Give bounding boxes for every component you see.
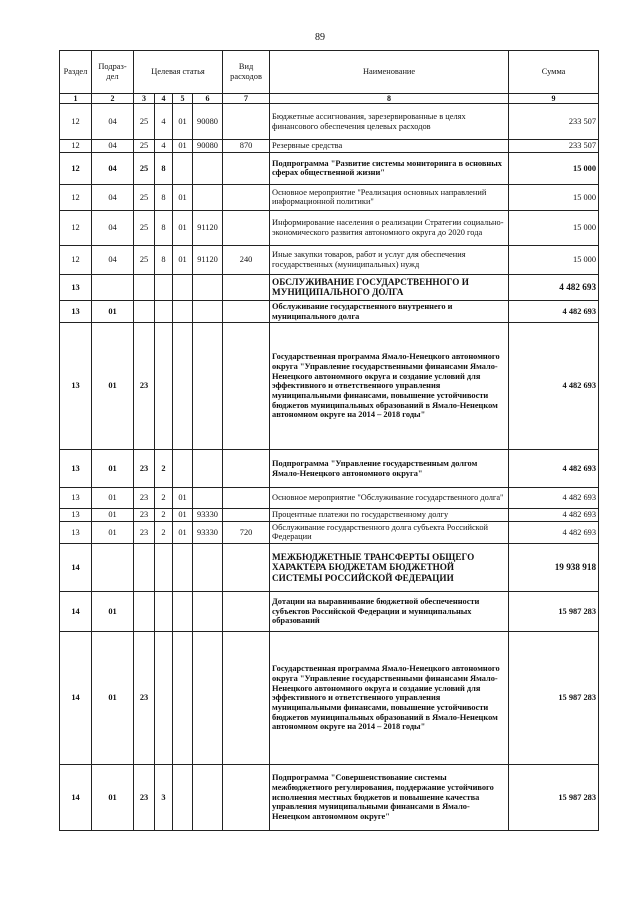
table-row xyxy=(60,765,599,831)
table-row xyxy=(60,521,599,543)
podrazdel-cell: 01 xyxy=(92,300,134,322)
tselevaya-b-cell: 2 xyxy=(155,488,173,509)
tselevaya-d-cell xyxy=(193,544,223,592)
tselevaya-d-cell xyxy=(193,450,223,488)
razdel-cell: 14 xyxy=(60,592,92,632)
tselevaya-c-cell: 01 xyxy=(173,104,193,140)
tselevaya-b-cell xyxy=(155,300,173,322)
razdel-cell: 12 xyxy=(60,152,92,184)
tselevaya-b-cell: 8 xyxy=(155,210,173,245)
tselevaya-c-cell: 01 xyxy=(173,210,193,245)
tselevaya-b-cell: 8 xyxy=(155,152,173,184)
table-row xyxy=(60,488,599,509)
tselevaya-d-cell: 91120 xyxy=(193,210,223,245)
sum-cell: 4 482 693 xyxy=(509,450,599,488)
sum-cell: 15 000 xyxy=(509,184,599,210)
tselevaya-c-cell xyxy=(173,765,193,831)
vid-cell xyxy=(223,152,270,184)
name-cell: Информирование населения о реализации Стратегии социально-экономического развития автономного округа до 2020 года xyxy=(270,210,509,245)
header-razdel: Раздел xyxy=(60,51,92,94)
tselevaya-b-cell: 3 xyxy=(155,765,173,831)
tselevaya-c-cell: 01 xyxy=(173,521,193,543)
tselevaya-d-cell xyxy=(193,632,223,765)
razdel-cell: 13 xyxy=(60,274,92,300)
tselevaya-c-cell xyxy=(173,544,193,592)
table-row xyxy=(60,104,599,140)
sum-cell: 4 482 693 xyxy=(509,521,599,543)
header-vid: Вид расходов xyxy=(223,51,270,94)
table-row xyxy=(60,509,599,522)
table-row xyxy=(60,245,599,274)
tselevaya-c-cell xyxy=(173,274,193,300)
tselevaya-a-cell xyxy=(134,544,155,592)
podrazdel-cell: 01 xyxy=(92,521,134,543)
name-cell: Государственная программа Ямало-Ненецкого автономного округа "Управление государственными финансами Ямало-Ненецкого автономного округа и создание условий для эффективного и ответственного управления муниципальными финансами, повышение устойчивости бюджетов муниципальных образований в Ямало-Ненецком автономном округе на 2014 – 2018 годы" xyxy=(270,323,509,450)
razdel-cell: 14 xyxy=(60,544,92,592)
podrazdel-cell xyxy=(92,274,134,300)
razdel-cell: 13 xyxy=(60,488,92,509)
sum-cell: 233 507 xyxy=(509,104,599,140)
vid-cell xyxy=(223,300,270,322)
tselevaya-a-cell: 25 xyxy=(134,140,155,153)
tselevaya-a-cell: 23 xyxy=(134,509,155,522)
name-cell: Подпрограмма "Управление государственным долгом Ямало-Ненецкого автономного округа" xyxy=(270,450,509,488)
index-cell: 7 xyxy=(223,94,270,104)
name-cell: Бюджетные ассигнования, зарезервированные в целях финансового обеспечения целевых расходов xyxy=(270,104,509,140)
vid-cell xyxy=(223,450,270,488)
name-cell: Обслуживание государственного долга субъекта Российской Федерации xyxy=(270,521,509,543)
vid-cell xyxy=(223,274,270,300)
header-name: Наименование xyxy=(270,51,509,94)
index-cell: 5 xyxy=(173,94,193,104)
podrazdel-cell: 01 xyxy=(92,450,134,488)
podrazdel-cell: 04 xyxy=(92,140,134,153)
tselevaya-d-cell xyxy=(193,152,223,184)
tselevaya-b-cell: 2 xyxy=(155,450,173,488)
name-cell: Подпрограмма "Развитие системы мониторинга в основных сферах общественной жизни" xyxy=(270,152,509,184)
razdel-cell: 14 xyxy=(60,765,92,831)
name-cell: Государственная программа Ямало-Ненецкого автономного округа "Управление государственными финансами Ямало-Ненецкого автономного округа и создание условий для эффективного и ответственного управления муниципальными финансами, повышение устойчивости бюджетов муниципальных образований в Ямало-Ненецком автономном округе на 2014 – 2018 годы" xyxy=(270,632,509,765)
podrazdel-cell: 01 xyxy=(92,323,134,450)
name-cell: Дотации на выравнивание бюджетной обеспеченности субъектов Российской Федерации и муниципальных образований xyxy=(270,592,509,632)
tselevaya-a-cell: 25 xyxy=(134,104,155,140)
tselevaya-a-cell: 23 xyxy=(134,488,155,509)
tselevaya-b-cell: 4 xyxy=(155,104,173,140)
page-number: 89 xyxy=(315,32,325,43)
tselevaya-a-cell: 23 xyxy=(134,765,155,831)
name-cell: Основное мероприятие "Реализация основных направлений информационной политики" xyxy=(270,184,509,210)
podrazdel-cell xyxy=(92,544,134,592)
razdel-cell: 12 xyxy=(60,245,92,274)
tselevaya-c-cell: 01 xyxy=(173,509,193,522)
tselevaya-a-cell: 25 xyxy=(134,245,155,274)
podrazdel-cell: 01 xyxy=(92,592,134,632)
table-row xyxy=(60,274,599,300)
sum-cell: 4 482 693 xyxy=(509,509,599,522)
razdel-cell: 12 xyxy=(60,140,92,153)
tselevaya-a-cell: 25 xyxy=(134,152,155,184)
tselevaya-a-cell: 25 xyxy=(134,184,155,210)
tselevaya-d-cell: 91120 xyxy=(193,245,223,274)
sum-cell: 15 000 xyxy=(509,210,599,245)
razdel-cell: 12 xyxy=(60,184,92,210)
vid-cell xyxy=(223,184,270,210)
sum-cell: 4 482 693 xyxy=(509,300,599,322)
header-row xyxy=(60,51,599,94)
razdel-cell: 13 xyxy=(60,509,92,522)
razdel-cell: 13 xyxy=(60,300,92,322)
tselevaya-d-cell: 93330 xyxy=(193,509,223,522)
table-row xyxy=(60,544,599,592)
podrazdel-cell: 04 xyxy=(92,152,134,184)
razdel-cell: 13 xyxy=(60,521,92,543)
razdel-cell: 13 xyxy=(60,323,92,450)
razdel-cell: 13 xyxy=(60,450,92,488)
vid-cell xyxy=(223,210,270,245)
podrazdel-cell: 04 xyxy=(92,184,134,210)
name-cell: Процентные платежи по государственному долгу xyxy=(270,509,509,522)
sum-cell: 15 000 xyxy=(509,152,599,184)
tselevaya-b-cell xyxy=(155,274,173,300)
tselevaya-c-cell xyxy=(173,450,193,488)
table-row xyxy=(60,140,599,153)
index-cell: 6 xyxy=(193,94,223,104)
vid-cell xyxy=(223,765,270,831)
razdel-cell: 12 xyxy=(60,104,92,140)
tselevaya-b-cell: 2 xyxy=(155,509,173,522)
tselevaya-c-cell xyxy=(173,592,193,632)
tselevaya-a-cell: 25 xyxy=(134,210,155,245)
name-cell: МЕЖБЮДЖЕТНЫЕ ТРАНСФЕРТЫ ОБЩЕГО ХАРАКТЕРА БЮДЖЕТАМ БЮДЖЕТНОЙ СИСТЕМЫ РОССИЙСКОЙ ФЕДЕРАЦИИ xyxy=(270,544,509,592)
vid-cell: 720 xyxy=(223,521,270,543)
index-cell: 2 xyxy=(92,94,134,104)
sum-cell: 15 987 283 xyxy=(509,632,599,765)
index-cell: 8 xyxy=(270,94,509,104)
tselevaya-a-cell: 23 xyxy=(134,632,155,765)
tselevaya-a-cell xyxy=(134,300,155,322)
podrazdel-cell: 01 xyxy=(92,509,134,522)
tselevaya-c-cell: 01 xyxy=(173,245,193,274)
tselevaya-c-cell xyxy=(173,323,193,450)
tselevaya-b-cell: 8 xyxy=(155,184,173,210)
name-cell: Иные закупки товаров, работ и услуг для обеспечения государственных (муниципальных) нужд xyxy=(270,245,509,274)
tselevaya-d-cell: 93330 xyxy=(193,521,223,543)
index-cell: 3 xyxy=(134,94,155,104)
table-row xyxy=(60,592,599,632)
tselevaya-c-cell xyxy=(173,632,193,765)
tselevaya-d-cell: 90080 xyxy=(193,104,223,140)
header-podrazdel: Подраз-дел xyxy=(92,51,134,94)
tselevaya-a-cell: 23 xyxy=(134,450,155,488)
table-row xyxy=(60,152,599,184)
vid-cell: 240 xyxy=(223,245,270,274)
tselevaya-a-cell xyxy=(134,592,155,632)
tselevaya-d-cell xyxy=(193,592,223,632)
sum-cell: 15 000 xyxy=(509,245,599,274)
podrazdel-cell: 01 xyxy=(92,765,134,831)
tselevaya-b-cell xyxy=(155,323,173,450)
vid-cell xyxy=(223,544,270,592)
tselevaya-c-cell: 01 xyxy=(173,488,193,509)
tselevaya-a-cell: 23 xyxy=(134,521,155,543)
sum-cell: 233 507 xyxy=(509,140,599,153)
sum-cell: 15 987 283 xyxy=(509,765,599,831)
vid-cell xyxy=(223,104,270,140)
name-cell: Основное мероприятие "Обслуживание государственного долга" xyxy=(270,488,509,509)
table-row xyxy=(60,300,599,322)
tselevaya-c-cell xyxy=(173,152,193,184)
name-cell: Обслуживание государственного внутреннего и муниципального долга xyxy=(270,300,509,322)
table-row xyxy=(60,450,599,488)
vid-cell xyxy=(223,323,270,450)
name-cell: Подпрограмма "Совершенствование системы межбюджетного регулирования, поддержание устойчивого исполнения местных бюджетов и повышение качества управления муниципальными финансами в Ямало-Ненецком автономном округе" xyxy=(270,765,509,831)
vid-cell: 870 xyxy=(223,140,270,153)
tselevaya-b-cell: 8 xyxy=(155,245,173,274)
tselevaya-d-cell xyxy=(193,300,223,322)
header-tselevaya: Целевая статья xyxy=(134,51,223,94)
sum-cell: 15 987 283 xyxy=(509,592,599,632)
tselevaya-a-cell: 23 xyxy=(134,323,155,450)
tselevaya-c-cell: 01 xyxy=(173,184,193,210)
header-sum: Сумма xyxy=(509,51,599,94)
sum-cell: 19 938 918 xyxy=(509,544,599,592)
podrazdel-cell: 04 xyxy=(92,104,134,140)
index-row xyxy=(60,94,599,104)
tselevaya-b-cell xyxy=(155,544,173,592)
table-row xyxy=(60,210,599,245)
table-row xyxy=(60,323,599,450)
name-cell: Резервные средства xyxy=(270,140,509,153)
tselevaya-c-cell xyxy=(173,300,193,322)
tselevaya-b-cell xyxy=(155,592,173,632)
tselevaya-b-cell: 2 xyxy=(155,521,173,543)
tselevaya-d-cell xyxy=(193,274,223,300)
index-cell: 1 xyxy=(60,94,92,104)
index-cell: 9 xyxy=(509,94,599,104)
tselevaya-c-cell: 01 xyxy=(173,140,193,153)
razdel-cell: 12 xyxy=(60,210,92,245)
sum-cell: 4 482 693 xyxy=(509,488,599,509)
tselevaya-d-cell xyxy=(193,323,223,450)
razdel-cell: 14 xyxy=(60,632,92,765)
sum-cell: 4 482 693 xyxy=(509,274,599,300)
tselevaya-d-cell xyxy=(193,184,223,210)
tselevaya-d-cell xyxy=(193,488,223,509)
table-row xyxy=(60,184,599,210)
tselevaya-d-cell: 90080 xyxy=(193,140,223,153)
table-row xyxy=(60,632,599,765)
tselevaya-b-cell: 4 xyxy=(155,140,173,153)
podrazdel-cell: 01 xyxy=(92,632,134,765)
name-cell: ОБСЛУЖИВАНИЕ ГОСУДАРСТВЕННОГО И МУНИЦИПАЛЬНОГО ДОЛГА xyxy=(270,274,509,300)
tselevaya-a-cell xyxy=(134,274,155,300)
index-cell: 4 xyxy=(155,94,173,104)
podrazdel-cell: 04 xyxy=(92,245,134,274)
vid-cell xyxy=(223,632,270,765)
sum-cell: 4 482 693 xyxy=(509,323,599,450)
podrazdel-cell: 01 xyxy=(92,488,134,509)
vid-cell xyxy=(223,488,270,509)
vid-cell xyxy=(223,592,270,632)
podrazdel-cell: 04 xyxy=(92,210,134,245)
tselevaya-b-cell xyxy=(155,632,173,765)
tselevaya-d-cell xyxy=(193,765,223,831)
vid-cell xyxy=(223,509,270,522)
budget-table xyxy=(59,50,599,831)
